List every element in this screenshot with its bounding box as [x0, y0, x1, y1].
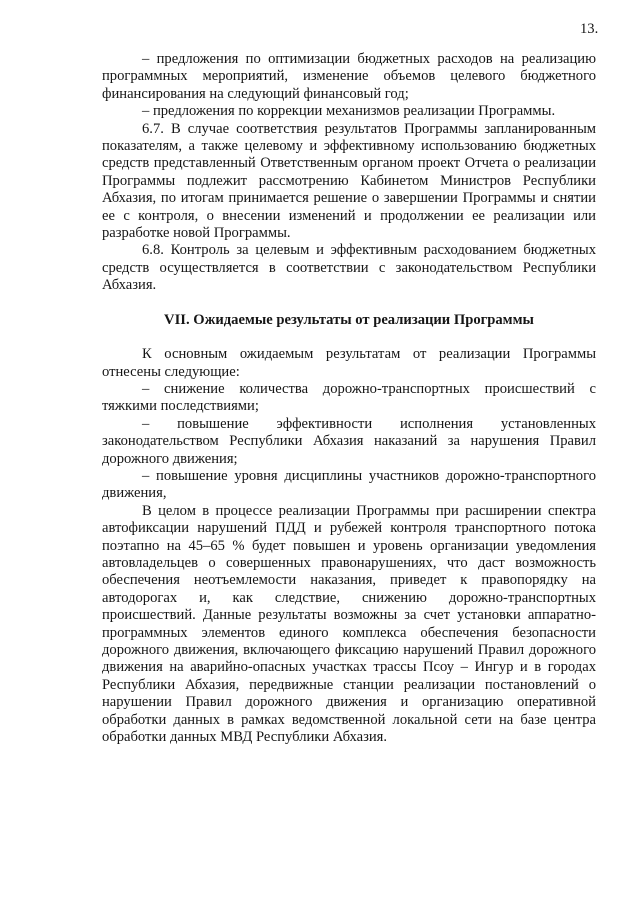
paragraph-6-7: 6.7. В случае соответствия результатов Программы запланированным показателям, а также целевому и эффективному использованию бюджетных средств представленный Ответственным органом проект Отчета о реализации Программы подлежит рассмотрению Кабинетом Министров Республики Абхазия, по итогам принимается решение о завершении Программы и снятии ее с контроля, о внесении изменений и продолжении ее реализации или разработке новой Программы.	[102, 120, 596, 242]
spacer	[102, 295, 596, 312]
list-item-efficiency: – повышение эффективности исполнения установленных законодательством Республики Абхазия наказаний за нарушения Правил дорожного движения;	[102, 415, 596, 467]
spacer	[102, 329, 596, 346]
paragraph-intro: К основным ожидаемым результатам от реализации Программы отнесены следующие:	[102, 346, 596, 380]
list-item-accidents: – снижение количества дорожно-транспортных происшествий с тяжкими последствиями;	[102, 380, 596, 415]
page-number: 13.	[580, 21, 599, 37]
paragraph-overall-results: В целом в процессе реализации Программы при расширении спектра автофиксации нарушений ПДД и рубежей контроля транспортного потока поэтапно на 45–65 % будет повышен и уровень организации уведомления автовладельцев о совершенных правонарушениях, что даст возможность обеспечения неотъемлемости наказания, приведет к правопорядку на автодорогах и, как следствие, снижению дорожно-транспортных происшествий. Данные результаты возможны за счет установки аппаратно-программных элементов единого комплекса обеспечения безопасности дорожного движения, включающего фиксацию нарушений Правил дорожного движения на аварийно-опасных участках трассы Псоу – Ингур и в городах Республики Абхазия, передвижные станции реализации постановлений о нарушении Правил дорожного движения и организацию оперативной обработки данных в рамках ведомственной локальной сети на базе центра обработки данных МВД Республики Абхазия.	[102, 502, 596, 746]
list-item-discipline: – повышение уровня дисциплины участников дорожно-транспортного движения,	[102, 467, 596, 502]
paragraph-6-8: 6.8. Контроль за целевым и эффективным расходованием бюджетных средств осуществляется в соответствии с законодательством Республики Абхазия.	[102, 242, 596, 294]
section-heading: VII. Ожидаемые результаты от реализации Программы	[164, 311, 534, 328]
paragraph-proposals-optimization: – предложения по оптимизации бюджетных расходов на реализацию программных мероприятий, изменение объемов целевого бюджетного финансирования на следующий финансовый год;	[102, 51, 596, 102]
page-content	[102, 51, 596, 746]
paragraph-proposals-correction: – предложения по коррекции механизмов реализации Программы.	[142, 103, 556, 120]
